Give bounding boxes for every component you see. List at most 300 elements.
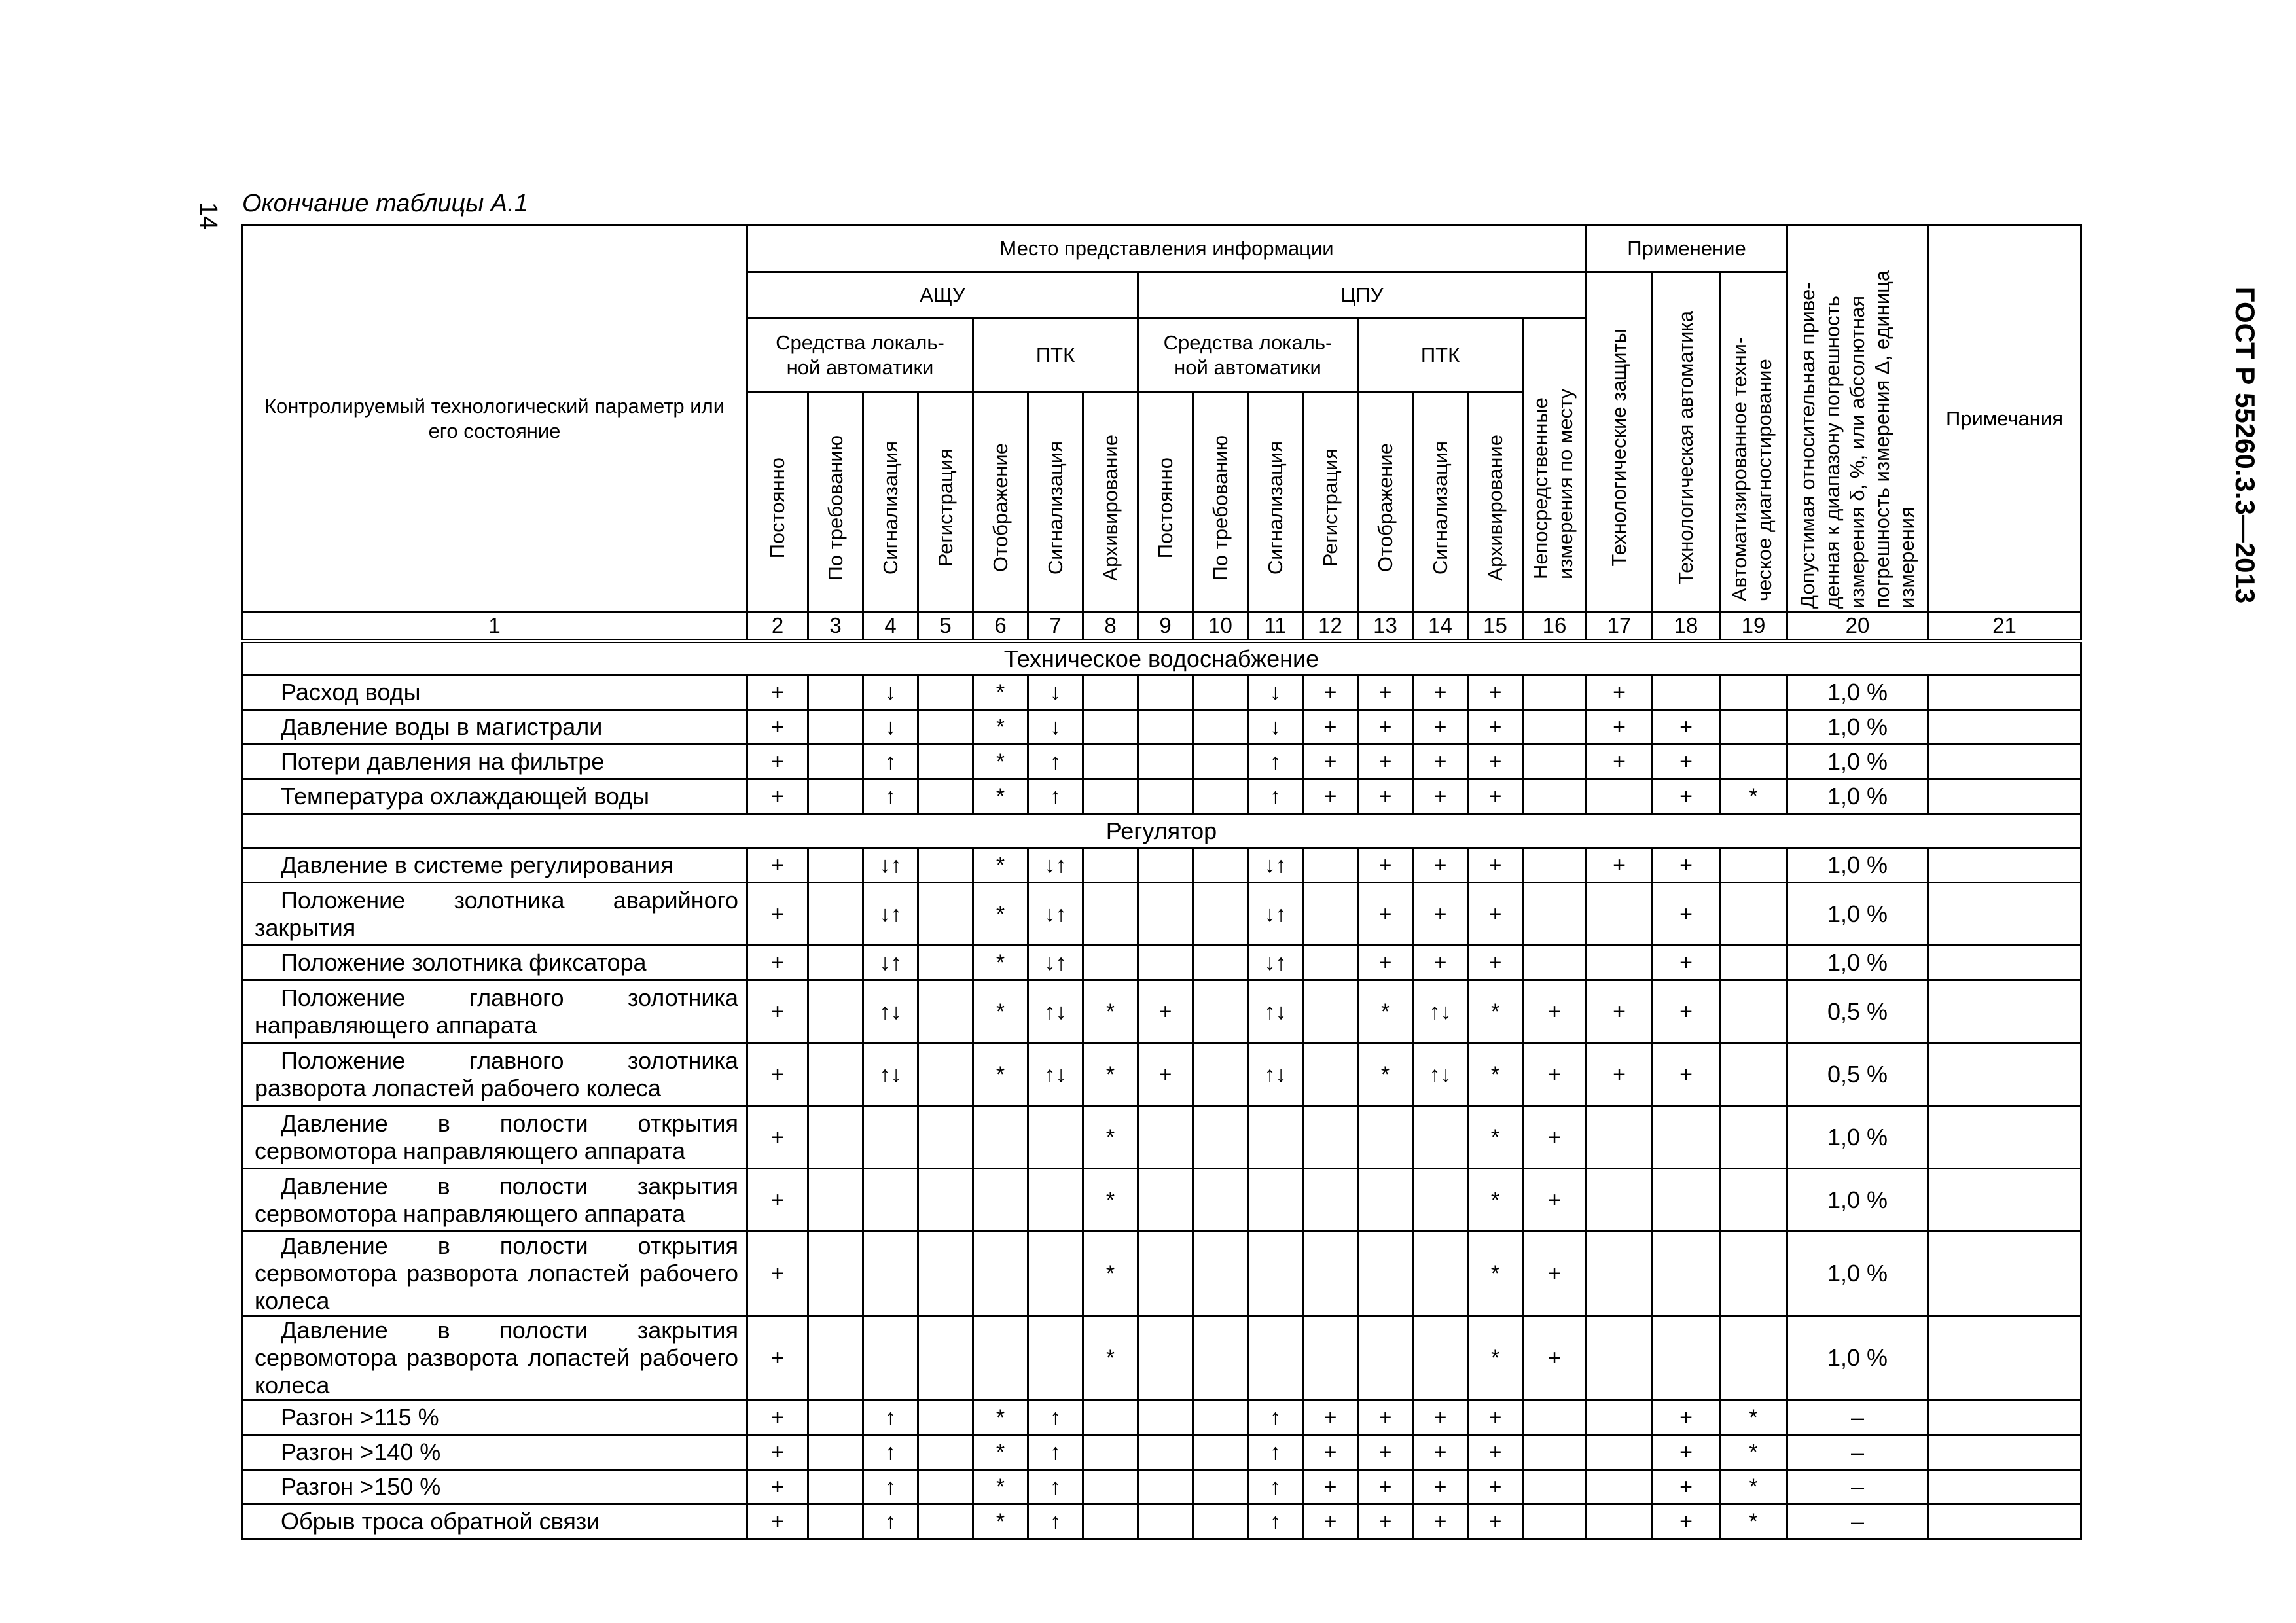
- value-cell: [1720, 1043, 1787, 1106]
- col-number: 18: [1653, 612, 1720, 641]
- notes-cell: [1928, 1435, 2081, 1470]
- value-cell: +: [1468, 675, 1523, 710]
- value-cell: +: [1358, 779, 1413, 814]
- value-cell: +: [1468, 1400, 1523, 1435]
- value-cell: +: [1358, 1470, 1413, 1505]
- table-row: [242, 1435, 2081, 1470]
- value-cell: [1413, 1316, 1468, 1400]
- table-row: [242, 946, 2081, 980]
- value-cell: [1193, 980, 1248, 1043]
- value-cell: [918, 1169, 973, 1232]
- value-cell: +: [747, 779, 808, 814]
- accuracy-cell: –: [1787, 1400, 1928, 1435]
- value-cell: [1193, 1043, 1248, 1106]
- parameter-name: Давление в полости закрытия сервомотора направляющего аппарата: [242, 1169, 747, 1232]
- value-cell: *: [1468, 1106, 1523, 1169]
- parameters-table: [241, 224, 2082, 1540]
- value-cell: [973, 1169, 1028, 1232]
- value-cell: [808, 1043, 863, 1106]
- value-cell: [1138, 779, 1193, 814]
- value-cell: +: [1413, 946, 1468, 980]
- value-cell: [1083, 946, 1138, 980]
- value-cell: ↓↑: [863, 883, 918, 946]
- notes-cell: [1928, 745, 2081, 779]
- header-ashu: АЩУ: [747, 272, 1138, 319]
- col-number: 21: [1928, 612, 2081, 641]
- value-cell: [1028, 1232, 1083, 1316]
- table-row: [242, 1316, 2081, 1400]
- notes-cell: [1928, 1400, 2081, 1435]
- value-cell: ↓↑: [1028, 946, 1083, 980]
- value-cell: +: [747, 1505, 808, 1539]
- value-cell: [1138, 675, 1193, 710]
- value-cell: +: [1303, 710, 1358, 745]
- value-cell: ↑: [863, 1435, 918, 1470]
- value-cell: [1083, 1505, 1138, 1539]
- header-col-10: По требованию: [1193, 393, 1248, 612]
- value-cell: ↓↑: [863, 946, 918, 980]
- value-cell: +: [1523, 1043, 1587, 1106]
- col-number: 1: [242, 612, 747, 641]
- header-accuracy: Допустимая относительная приве-денная к диапазону погрешность измерения δ, %, или абсолютная погрешность измерения Δ, единица измерения: [1787, 226, 1928, 612]
- notes-cell: [1928, 1232, 2081, 1316]
- accuracy-cell: 0,5 %: [1787, 1043, 1928, 1106]
- notes-cell: [1928, 675, 2081, 710]
- value-cell: [808, 883, 863, 946]
- value-cell: [808, 1400, 863, 1435]
- value-cell: [808, 1435, 863, 1470]
- value-cell: [918, 779, 973, 814]
- parameter-name: Разгон >115 %: [242, 1400, 747, 1435]
- value-cell: +: [1413, 779, 1468, 814]
- value-cell: [1138, 946, 1193, 980]
- value-cell: *: [1720, 1435, 1787, 1470]
- accuracy-cell: 1,0 %: [1787, 779, 1928, 814]
- value-cell: [918, 980, 973, 1043]
- value-cell: [1083, 745, 1138, 779]
- table-row: [242, 848, 2081, 883]
- header-col-18: Технологическая автоматика: [1653, 272, 1720, 612]
- value-cell: [1193, 675, 1248, 710]
- value-cell: [808, 675, 863, 710]
- header-col-3: По требованию: [808, 393, 863, 612]
- value-cell: +: [1653, 946, 1720, 980]
- value-cell: [918, 1400, 973, 1435]
- value-cell: +: [1468, 745, 1523, 779]
- value-cell: [1653, 1106, 1720, 1169]
- table-row: [242, 745, 2081, 779]
- value-cell: [1138, 1169, 1193, 1232]
- value-cell: [973, 1316, 1028, 1400]
- value-cell: [1193, 1232, 1248, 1316]
- value-cell: ↑: [1028, 1435, 1083, 1470]
- parameter-name: Обрыв троса обратной связи: [242, 1505, 747, 1539]
- value-cell: [1720, 745, 1787, 779]
- value-cell: [1358, 1316, 1413, 1400]
- table-row: [242, 1043, 2081, 1106]
- value-cell: +: [1303, 1470, 1358, 1505]
- value-cell: *: [973, 745, 1028, 779]
- header-local-cpu: Средства локаль-ной автоматики: [1138, 319, 1358, 393]
- value-cell: [1083, 883, 1138, 946]
- value-cell: [1193, 1435, 1248, 1470]
- value-cell: +: [1413, 1435, 1468, 1470]
- value-cell: [1193, 1470, 1248, 1505]
- accuracy-cell: 1,0 %: [1787, 1316, 1928, 1400]
- value-cell: +: [1587, 745, 1653, 779]
- value-cell: +: [1468, 1470, 1523, 1505]
- parameter-name: Давление в полости открытия сервомотора направляющего аппарата: [242, 1106, 747, 1169]
- value-cell: [918, 1505, 973, 1539]
- value-cell: +: [1358, 675, 1413, 710]
- value-cell: +: [1413, 675, 1468, 710]
- value-cell: ↓: [1028, 675, 1083, 710]
- value-cell: *: [1083, 980, 1138, 1043]
- accuracy-cell: –: [1787, 1470, 1928, 1505]
- value-cell: *: [973, 1470, 1028, 1505]
- value-cell: ↑↓: [863, 980, 918, 1043]
- value-cell: [1523, 848, 1587, 883]
- table-row: [242, 980, 2081, 1043]
- parameter-name: Температура охлаждающей воды: [242, 779, 747, 814]
- value-cell: +: [1653, 1435, 1720, 1470]
- parameter-name: Положение золотника фиксатора: [242, 946, 747, 980]
- value-cell: ↑: [863, 1505, 918, 1539]
- value-cell: [1138, 1400, 1193, 1435]
- value-cell: ↓↑: [1248, 848, 1303, 883]
- value-cell: +: [747, 1232, 808, 1316]
- value-cell: ↑: [1028, 745, 1083, 779]
- value-cell: [1413, 1169, 1468, 1232]
- value-cell: [918, 848, 973, 883]
- value-cell: [1720, 675, 1787, 710]
- value-cell: ↓: [1028, 710, 1083, 745]
- value-cell: [1523, 883, 1587, 946]
- notes-cell: [1928, 980, 2081, 1043]
- value-cell: *: [973, 1043, 1028, 1106]
- col-number: 4: [863, 612, 918, 641]
- value-cell: ↑↓: [1028, 1043, 1083, 1106]
- value-cell: [1248, 1232, 1303, 1316]
- value-cell: +: [1358, 1435, 1413, 1470]
- table-row: [242, 1400, 2081, 1435]
- accuracy-cell: 1,0 %: [1787, 946, 1928, 980]
- value-cell: *: [1720, 1470, 1787, 1505]
- header-col-13: Отображение: [1358, 393, 1413, 612]
- value-cell: *: [973, 883, 1028, 946]
- header-cpu: ЦПУ: [1138, 272, 1587, 319]
- header-col-11: Сигнализация: [1248, 393, 1303, 612]
- page-number: 14: [194, 202, 222, 230]
- col-number: 19: [1720, 612, 1787, 641]
- value-cell: ↑: [1248, 745, 1303, 779]
- value-cell: +: [1413, 1505, 1468, 1539]
- table-row: [242, 1470, 2081, 1505]
- value-cell: ↓: [1248, 710, 1303, 745]
- value-cell: ↑: [1028, 1470, 1083, 1505]
- value-cell: [808, 745, 863, 779]
- value-cell: [863, 1232, 918, 1316]
- value-cell: +: [747, 745, 808, 779]
- value-cell: [1193, 1400, 1248, 1435]
- col-number: 17: [1587, 612, 1653, 641]
- parameter-name: Положение главного золотника направляющего аппарата: [242, 980, 747, 1043]
- value-cell: +: [1468, 1435, 1523, 1470]
- value-cell: *: [973, 675, 1028, 710]
- value-cell: [1358, 1232, 1413, 1316]
- accuracy-cell: 1,0 %: [1787, 675, 1928, 710]
- col-number: 7: [1028, 612, 1083, 641]
- value-cell: *: [1468, 1316, 1523, 1400]
- value-cell: ↑↓: [1248, 1043, 1303, 1106]
- value-cell: [918, 1470, 973, 1505]
- value-cell: +: [1413, 848, 1468, 883]
- value-cell: *: [1720, 779, 1787, 814]
- value-cell: *: [1083, 1106, 1138, 1169]
- value-cell: [1083, 710, 1138, 745]
- value-cell: [1720, 710, 1787, 745]
- value-cell: [1523, 675, 1587, 710]
- value-cell: [1587, 1169, 1653, 1232]
- value-cell: ↑: [1248, 1435, 1303, 1470]
- value-cell: ↑: [863, 745, 918, 779]
- value-cell: +: [747, 980, 808, 1043]
- header-col-15: Архивирование: [1468, 393, 1523, 612]
- value-cell: [1193, 883, 1248, 946]
- value-cell: ↓↑: [1248, 946, 1303, 980]
- value-cell: [918, 675, 973, 710]
- value-cell: +: [1653, 710, 1720, 745]
- value-cell: +: [1587, 980, 1653, 1043]
- value-cell: [1138, 1232, 1193, 1316]
- value-cell: +: [747, 1043, 808, 1106]
- value-cell: ↓↑: [1028, 883, 1083, 946]
- value-cell: [1193, 848, 1248, 883]
- value-cell: [1720, 883, 1787, 946]
- value-cell: ↑: [1248, 1470, 1303, 1505]
- value-cell: [1587, 1400, 1653, 1435]
- value-cell: +: [1653, 1400, 1720, 1435]
- value-cell: [918, 1232, 973, 1316]
- value-cell: [808, 1169, 863, 1232]
- notes-cell: [1928, 1505, 2081, 1539]
- value-cell: [1587, 1470, 1653, 1505]
- col-number: 16: [1523, 612, 1587, 641]
- value-cell: +: [1523, 1316, 1587, 1400]
- value-cell: +: [1303, 745, 1358, 779]
- value-cell: *: [1720, 1505, 1787, 1539]
- value-cell: [1413, 1106, 1468, 1169]
- value-cell: +: [1358, 1505, 1413, 1539]
- value-cell: *: [973, 1435, 1028, 1470]
- value-cell: ↓: [863, 710, 918, 745]
- col-number: 12: [1303, 612, 1358, 641]
- header-col-2: Постоянно: [747, 393, 808, 612]
- value-cell: +: [1138, 1043, 1193, 1106]
- accuracy-cell: 1,0 %: [1787, 745, 1928, 779]
- value-cell: [808, 848, 863, 883]
- value-cell: [1028, 1316, 1083, 1400]
- col-number: 6: [973, 612, 1028, 641]
- notes-cell: [1928, 1316, 2081, 1400]
- value-cell: [1193, 1106, 1248, 1169]
- header-col-17: Технологические защиты: [1587, 272, 1653, 612]
- value-cell: [863, 1106, 918, 1169]
- value-cell: [1303, 1043, 1358, 1106]
- value-cell: [973, 1232, 1028, 1316]
- col-number: 5: [918, 612, 973, 641]
- value-cell: [1193, 1505, 1248, 1539]
- value-cell: *: [1083, 1043, 1138, 1106]
- value-cell: [1193, 946, 1248, 980]
- value-cell: [1720, 980, 1787, 1043]
- value-cell: ↑↓: [1248, 980, 1303, 1043]
- value-cell: ↑: [1028, 1505, 1083, 1539]
- value-cell: +: [1653, 1043, 1720, 1106]
- col-number: 9: [1138, 612, 1193, 641]
- value-cell: +: [1587, 848, 1653, 883]
- value-cell: [1523, 1470, 1587, 1505]
- value-cell: [1138, 1435, 1193, 1470]
- value-cell: [1138, 1470, 1193, 1505]
- value-cell: +: [1523, 1169, 1587, 1232]
- accuracy-cell: 1,0 %: [1787, 848, 1928, 883]
- table-row: [242, 779, 2081, 814]
- notes-cell: [1928, 1043, 2081, 1106]
- col-number: 15: [1468, 612, 1523, 641]
- value-cell: *: [1083, 1169, 1138, 1232]
- notes-cell: [1928, 1169, 2081, 1232]
- value-cell: *: [973, 710, 1028, 745]
- value-cell: *: [973, 848, 1028, 883]
- value-cell: [1138, 1106, 1193, 1169]
- value-cell: ↑↓: [863, 1043, 918, 1106]
- value-cell: [1413, 1232, 1468, 1316]
- value-cell: [808, 1232, 863, 1316]
- value-cell: [1523, 1505, 1587, 1539]
- notes-cell: [1928, 848, 2081, 883]
- value-cell: +: [1653, 745, 1720, 779]
- value-cell: +: [747, 1400, 808, 1435]
- accuracy-cell: 1,0 %: [1787, 710, 1928, 745]
- value-cell: +: [1587, 1043, 1653, 1106]
- value-cell: [1720, 1169, 1787, 1232]
- col-number: 11: [1248, 612, 1303, 641]
- value-cell: [1653, 675, 1720, 710]
- value-cell: [808, 779, 863, 814]
- parameter-name: Положение главного золотника разворота лопастей рабочего колеса: [242, 1043, 747, 1106]
- value-cell: ↑: [863, 1470, 918, 1505]
- value-cell: +: [747, 1169, 808, 1232]
- value-cell: [808, 946, 863, 980]
- value-cell: [1083, 675, 1138, 710]
- value-cell: [918, 1043, 973, 1106]
- value-cell: [1523, 710, 1587, 745]
- value-cell: +: [1303, 1505, 1358, 1539]
- value-cell: [918, 1106, 973, 1169]
- value-cell: +: [747, 848, 808, 883]
- value-cell: ↑: [863, 779, 918, 814]
- section-title: Регулятор: [242, 814, 2081, 848]
- value-cell: +: [747, 675, 808, 710]
- value-cell: +: [1358, 745, 1413, 779]
- value-cell: [863, 1169, 918, 1232]
- header-col-6: Отображение: [973, 393, 1028, 612]
- value-cell: ↓↑: [1248, 883, 1303, 946]
- parameter-name: Разгон >150 %: [242, 1470, 747, 1505]
- table-row: [242, 675, 2081, 710]
- value-cell: ↑: [863, 1400, 918, 1435]
- value-cell: +: [1653, 779, 1720, 814]
- document-code: ГОСТ Р 55260.3.3—2013: [2230, 286, 2261, 604]
- col-number: 3: [808, 612, 863, 641]
- table-caption: Окончание таблицы А.1: [242, 190, 528, 217]
- value-cell: [1138, 745, 1193, 779]
- parameter-name: Положение золотника аварийного закрытия: [242, 883, 747, 946]
- value-cell: [1248, 1169, 1303, 1232]
- col-number: 10: [1193, 612, 1248, 641]
- value-cell: [1523, 745, 1587, 779]
- header-ptk-cpu: ПТК: [1358, 319, 1523, 393]
- accuracy-cell: 1,0 %: [1787, 1169, 1928, 1232]
- value-cell: [1303, 980, 1358, 1043]
- value-cell: [1303, 1169, 1358, 1232]
- value-cell: ↑↓: [1028, 980, 1083, 1043]
- value-cell: [1303, 1232, 1358, 1316]
- value-cell: [918, 1435, 973, 1470]
- table-wrapper: [241, 224, 2082, 1540]
- section-title: Техническое водоснабжение: [242, 641, 2081, 675]
- parameter-name: Потери давления на фильтре: [242, 745, 747, 779]
- value-cell: +: [1413, 745, 1468, 779]
- value-cell: +: [1653, 980, 1720, 1043]
- header-col-8: Архивирование: [1083, 393, 1138, 612]
- value-cell: +: [1587, 675, 1653, 710]
- value-cell: [1303, 883, 1358, 946]
- value-cell: *: [973, 1400, 1028, 1435]
- accuracy-cell: 0,5 %: [1787, 980, 1928, 1043]
- value-cell: [1653, 1169, 1720, 1232]
- value-cell: +: [1413, 883, 1468, 946]
- value-cell: ↑: [1248, 1505, 1303, 1539]
- value-cell: [1587, 1505, 1653, 1539]
- value-cell: [1358, 1106, 1413, 1169]
- value-cell: [1587, 779, 1653, 814]
- value-cell: +: [1358, 883, 1413, 946]
- value-cell: [918, 1316, 973, 1400]
- value-cell: [1303, 1106, 1358, 1169]
- value-cell: *: [1083, 1232, 1138, 1316]
- value-cell: [1083, 848, 1138, 883]
- value-cell: +: [747, 1316, 808, 1400]
- header-col-16: Непосредственные измерения по месту: [1523, 319, 1587, 612]
- value-cell: +: [1358, 946, 1413, 980]
- value-cell: [1587, 946, 1653, 980]
- table-row: [242, 1169, 2081, 1232]
- header-param: Контролируемый технологический параметр или его состояние: [242, 226, 747, 612]
- value-cell: [1587, 1106, 1653, 1169]
- value-cell: [1587, 1316, 1653, 1400]
- value-cell: *: [1468, 1232, 1523, 1316]
- value-cell: [918, 883, 973, 946]
- value-cell: +: [1303, 675, 1358, 710]
- value-cell: *: [973, 946, 1028, 980]
- notes-cell: [1928, 883, 2081, 946]
- value-cell: +: [1468, 710, 1523, 745]
- value-cell: +: [747, 946, 808, 980]
- value-cell: [1587, 1232, 1653, 1316]
- notes-cell: [1928, 710, 2081, 745]
